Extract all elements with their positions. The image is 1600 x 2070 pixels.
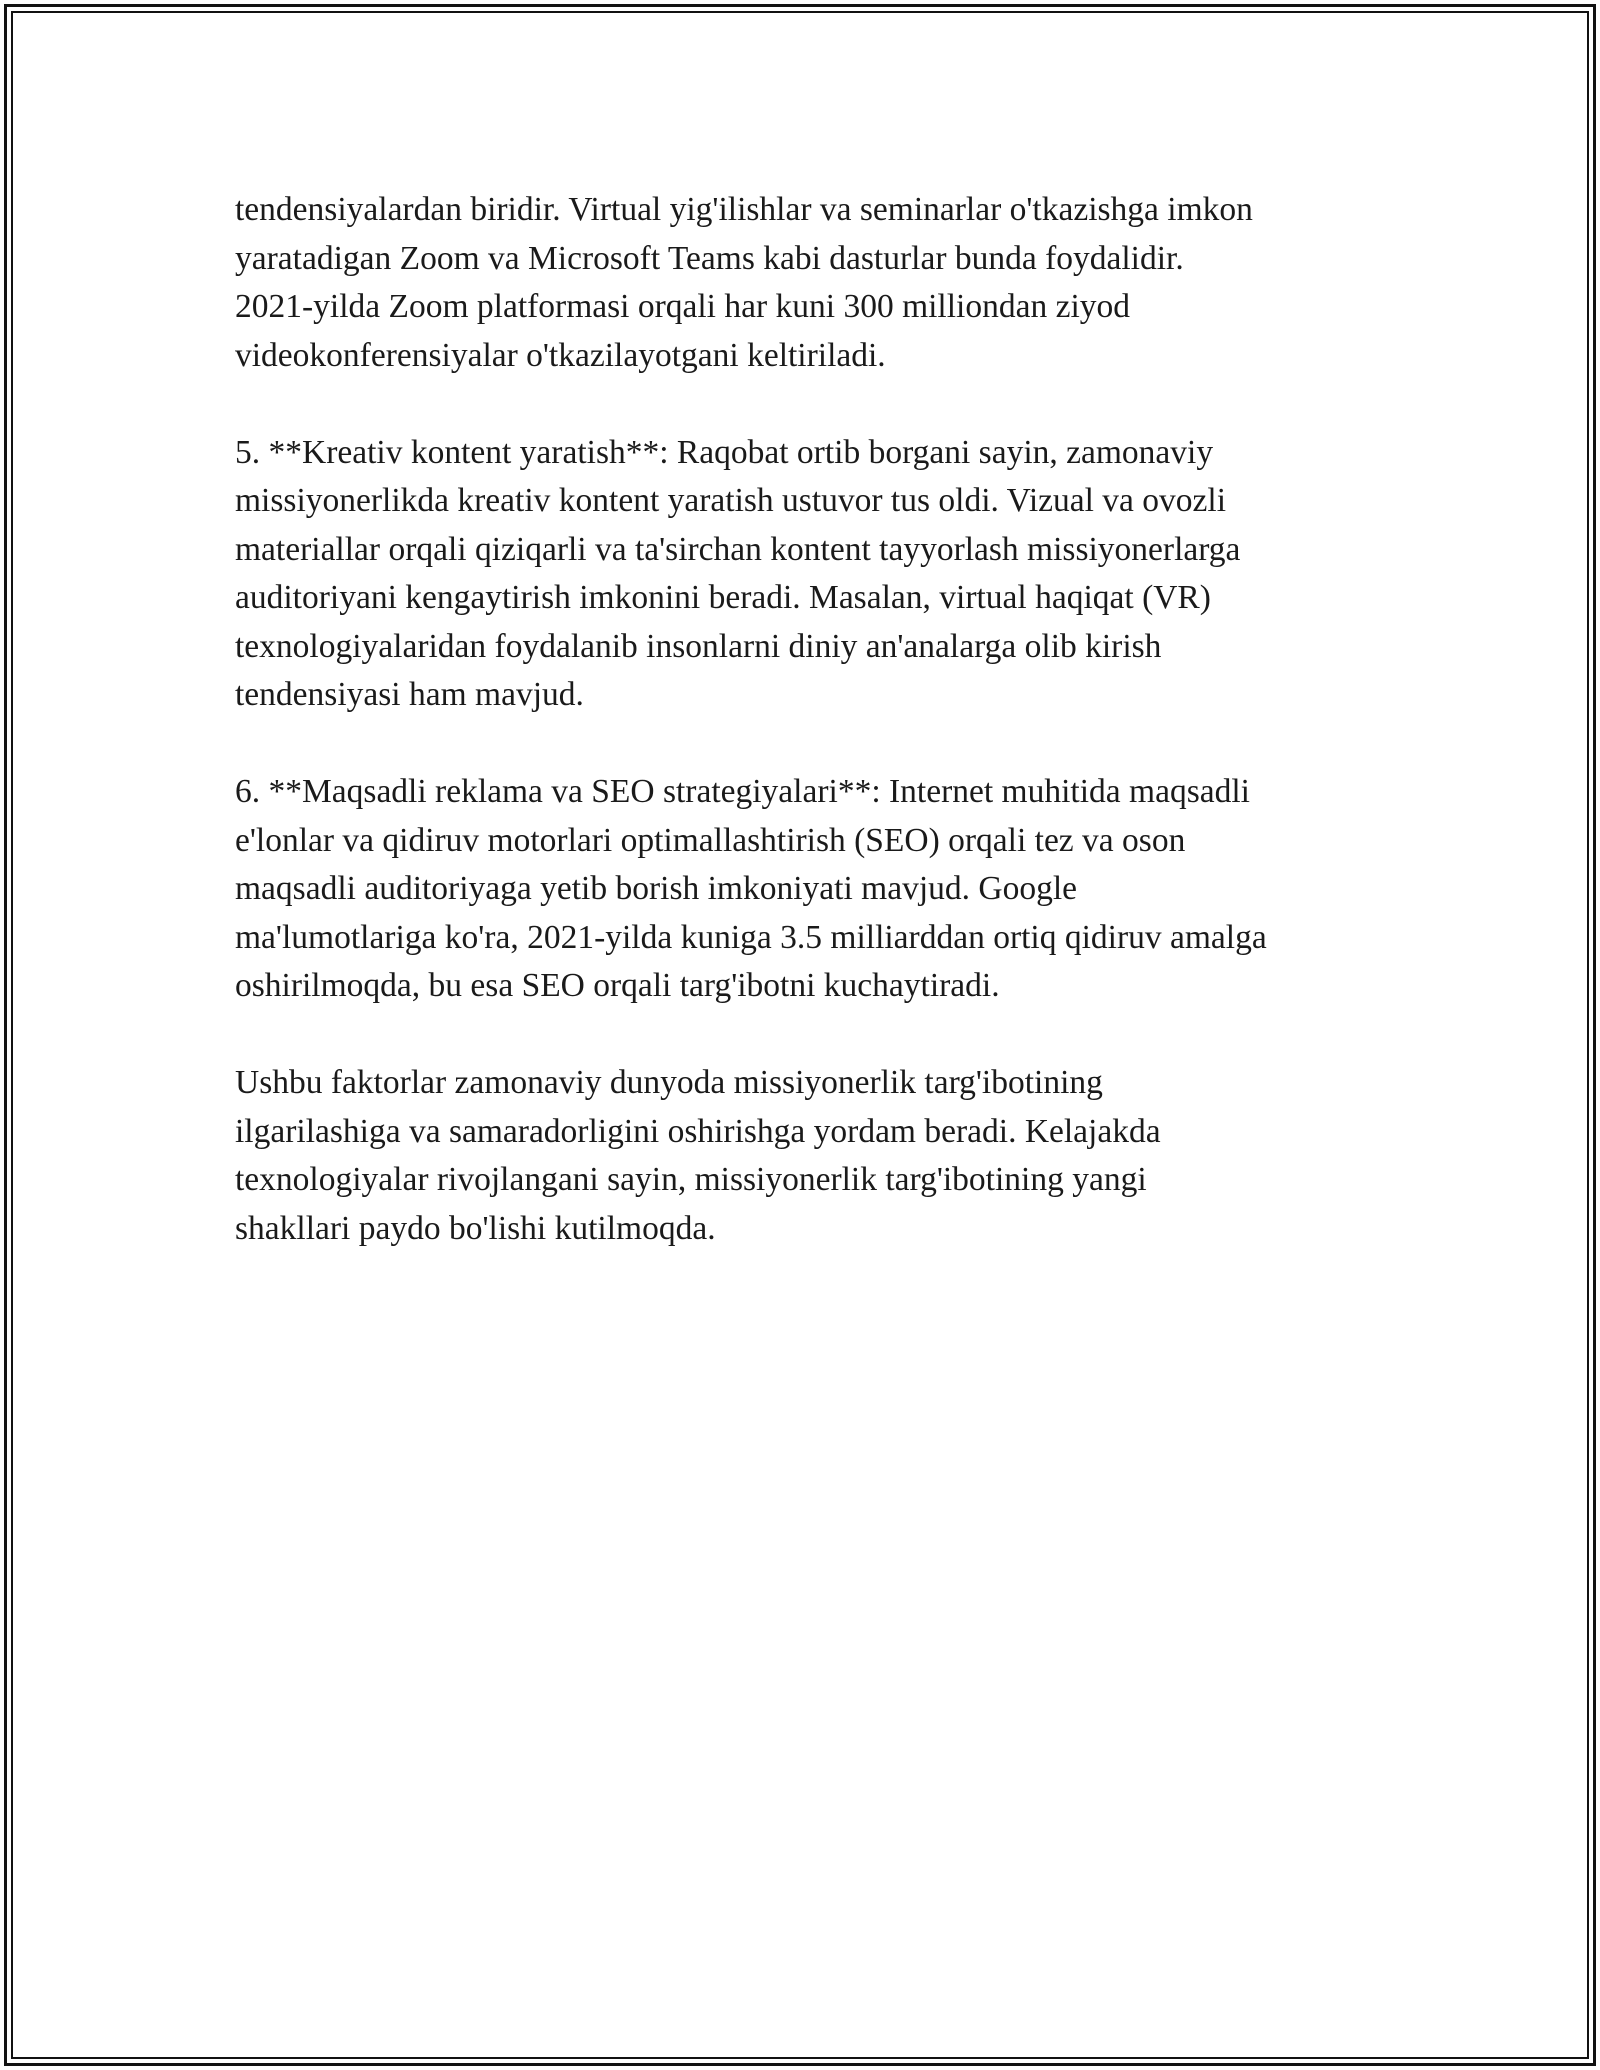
paragraph-conclusion: Ushbu faktorlar zamonaviy dunyoda missiyonerlik targ'ibotining ilgarilashiga va samaradorligini oshirishga yordam beradi. Kelajakda texnologiyalar rivojlangani sayin, missiyonerlik targ'ibotining yangi shakllari paydo bo'lishi kutilmoqda. (235, 1064, 1161, 1247)
paragraph-creative-content: 5. **Kreativ kontent yaratish**: Raqobat ortib borgani sayin, zamonaviy missiyonerlikda kreativ kontent yaratish ustuvor tus oldi. Vizual va ovozli materiallar orqali qiziqarli va ta'sirchan kontent tayyorlash missiyonerlarga auditoriyani kengaytirish imkonini beradi. Masalan, virtual haqiqat (VR) texnologiyalaridan foydalanib insonlarni diniy an'analarga olib kirish tendensiyasi ham mavjud. (235, 433, 1241, 713)
paragraph-virtual-meetings: tendensiyalardan biridir. Virtual yig'ilishlar va seminarlar o'tkazishga imkon yaratadigan Zoom va Microsoft Teams kabi dasturlar bunda foydalidir. 2021-yilda Zoom platformasi orqali har kuni 300 milliondan ziyod videokonferensiyalar o'tkazilayotgani keltiriladi. (235, 191, 1253, 374)
document-body (235, 186, 1375, 1253)
paragraph-targeted-ads-seo: 6. **Maqsadli reklama va SEO strategiyalari**: Internet muhitida maqsadli e'lonlar va qidiruv motorlari optimallashtirish (SEO) orqali tez va oson maqsadli auditoriyaga yetib borish imkoniyati mavjud. Google ma'lumotlariga ko'ra, 2021-yilda kuniga 3.5 milliarddan ortiq qidiruv amalga oshirilmoqda, bu esa SEO orqali targ'ibotni kuchaytiradi. (235, 773, 1267, 1004)
